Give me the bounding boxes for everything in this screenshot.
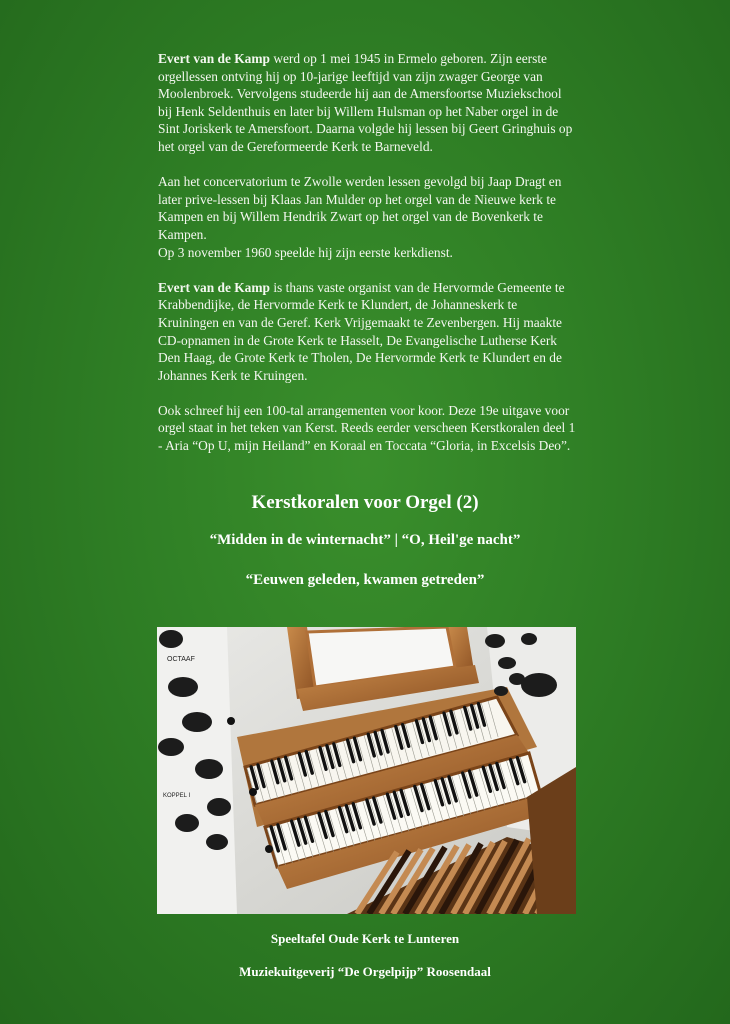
- subtitle-line-1: “Midden in de winternacht” | “O, Heil'ge nacht”: [209, 532, 521, 548]
- bio-paragraph-4-text: Ook schreef hij een 100-tal arrangementen voor koor. Deze 19e uitgave voor orgel staat in het teken van Kerst. Reeds eerder verscheen Kerstkoralen deel 1 - Aria “Op U, mijn Heiland” en Koraal en Toccata “Gloria, in Excelsis Deo”.: [158, 402, 576, 454]
- photo-caption: Speeltafel Oude Kerk te Lunteren: [270, 931, 460, 946]
- publisher-line: Muziekuitgeverij “De Orgelpijp” Roosendaal: [239, 964, 491, 979]
- bio-paragraph-3: [158, 279, 578, 385]
- bio-name: Evert van de Kamp: [158, 51, 270, 66]
- biography-text: [158, 50, 578, 472]
- stop-label-koppel: KOPPEL I: [163, 793, 191, 799]
- subtitle-line-2: “Eeuwen geleden, kwamen getreden”: [245, 572, 485, 588]
- bio-paragraph-2-line2: Op 3 november 1960 speelde hij zijn eerste kerkdienst.: [158, 244, 453, 260]
- booklet-title: Kerstkoralen voor Orgel (2): [251, 492, 479, 513]
- bio-paragraph-1-text: werd op 1 mei 1945 in Ermelo geboren. Zijn eerste orgellessen ontving hij op 10-jarige leeftijd van zijn zwager George van Moolenbroek. Vervolgens studeerde hij aan de Amersfoortse Muziekschool bij Henk Seldenthuis en later bij Willem Hulsman op het Naber orgel in de Sint Joriskerk te Amersfoort. Daarna volgde hij lessen bij Geert Gringhuis op het orgel van de Gereformeerde Kerk te Barneveld.: [158, 51, 573, 154]
- bio-paragraph-4: [158, 402, 578, 455]
- bio-paragraph-3-text: is thans vaste organist van de Hervormde Gemeente te Krabbendijke, de Hervormde Kerk te Klundert, de Johanneskerk te Kruiningen en van de Geref. Kerk Vrijgemaakt te Zevenbergen. Hij maakte CD-opnamen in de Grote Kerk te Hasselt, De Evangelische Lutherse Kerk Den Haag, de Grote Kerk te Tholen, De Hervormde Kerk te Klundert en de Johannes Kerk te Kruingen.: [158, 279, 565, 383]
- bio-name: Evert van de Kamp: [158, 279, 270, 295]
- stop-label: OCTAAF: [167, 656, 195, 663]
- organ-console-photo: [157, 627, 576, 914]
- bio-paragraph-2-text: Aan het concervatorium te Zwolle werden lessen gevolgd bij Jaap Dragt en later prive-lessen bij Klaas Jan Mulder op het orgel van de Nieuwe kerk te Kampen en bij Willem Hendrik Zwart op het orgel van de Bovenkerk te Kampen.: [158, 174, 562, 242]
- bio-paragraph-2: [158, 173, 578, 261]
- bio-paragraph-1: [158, 50, 578, 156]
